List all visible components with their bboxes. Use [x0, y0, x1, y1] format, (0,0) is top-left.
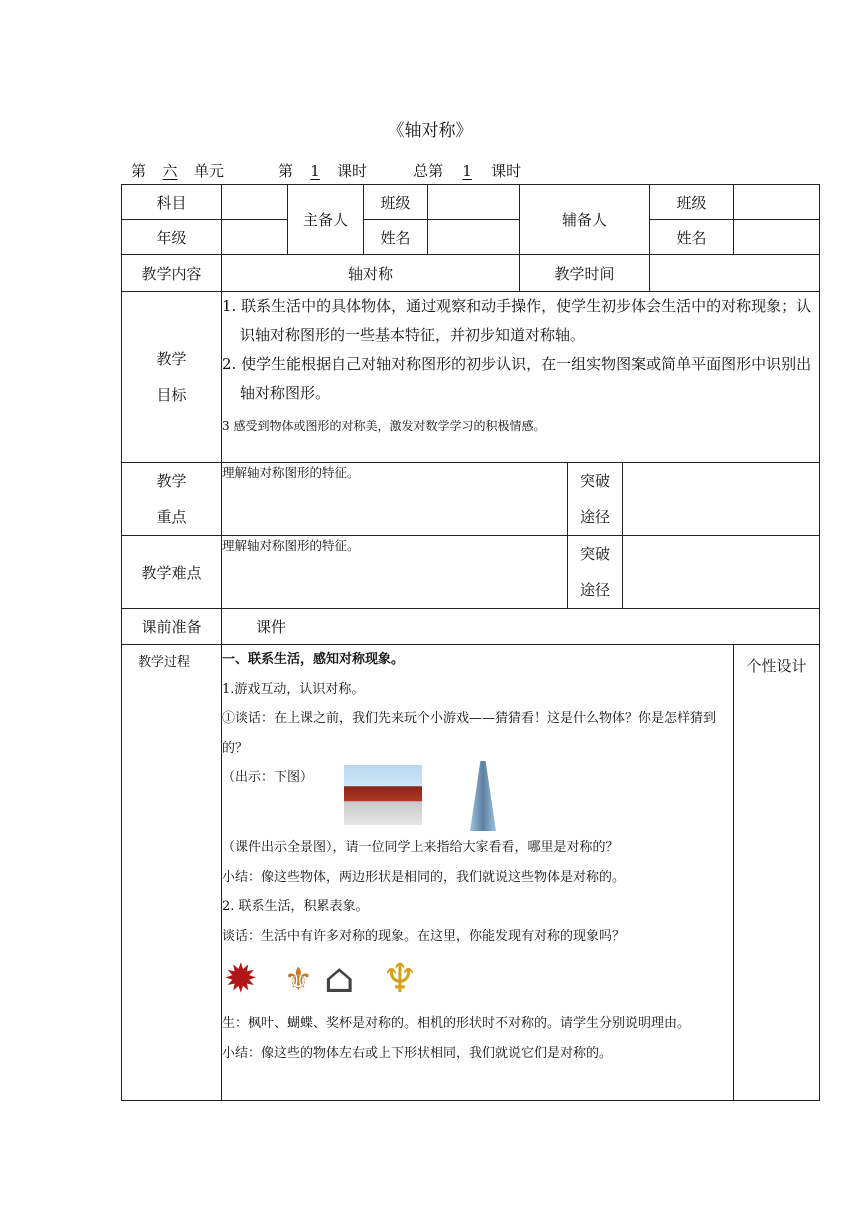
- process-cell: [222, 645, 734, 1101]
- header-text: 单元: [194, 162, 225, 180]
- maple-leaf-icon: ✹: [224, 956, 258, 1002]
- key-label-line: 教学: [156, 472, 187, 490]
- process-line: ①谈话：在上课之前，我们先来玩个小游戏——猜猜看！这是什么物体？你是怎样猜到的？: [222, 711, 717, 756]
- header-text: 总第: [413, 162, 444, 180]
- goal-item: 3 感受到物体或图形的对称美，激发对数学学习的积极情感。: [222, 419, 546, 433]
- process-label: 教学过程: [122, 645, 222, 1101]
- process-line: 生：枫叶、蝴蝶、奖杯是对称的。相机的形状时不对称的。请学生分别说明理由。: [222, 1016, 691, 1031]
- breakthrough-label-line: 途径: [579, 508, 610, 526]
- trophy-icon: ♆: [382, 956, 418, 1002]
- goals-cell: [222, 292, 820, 463]
- time-field[interactable]: [650, 255, 820, 292]
- class-field-2[interactable]: [734, 185, 820, 220]
- breakthrough-label: [568, 463, 623, 536]
- goal-item: 1. 联系生活中的具体物体，通过观察和动手操作，使学生初步体会生活中的对称现象；认识轴对称图形的一些基本特征，并初步知道对称轴。: [222, 297, 812, 344]
- header-text: 第: [131, 162, 147, 180]
- content-value: 轴对称: [222, 255, 520, 292]
- subject-label: 科目: [122, 185, 222, 220]
- name-label-2: 姓名: [650, 220, 734, 255]
- name-label: 姓名: [364, 220, 428, 255]
- lesson-plan-table: [121, 184, 820, 1101]
- process-line: （出示：下图）: [222, 770, 314, 785]
- key-label: [122, 463, 222, 536]
- name-field[interactable]: [428, 220, 520, 255]
- process-line: 2. 联系生活，积累表象。: [222, 899, 369, 914]
- personal-design-label: 个性设计: [734, 645, 820, 1101]
- breakthrough-label-line: 突破: [579, 472, 610, 490]
- lesson-header: [131, 160, 521, 181]
- process-line: 小结：像这些物体，两边形状是相同的，我们就说这些物体是对称的。: [222, 869, 626, 885]
- breakthrough-label-line: 途径: [579, 581, 610, 599]
- breakthrough-field-2[interactable]: [623, 536, 820, 609]
- unit-number: 六: [162, 162, 178, 180]
- preparation-value: 课件: [222, 609, 820, 645]
- assistant-label: 辅备人: [520, 185, 650, 255]
- total-lesson-number: 1: [462, 162, 472, 180]
- header-text: 课时: [491, 162, 522, 180]
- icons-row: [222, 951, 733, 1009]
- breakthrough-label-line: 突破: [579, 545, 610, 563]
- grade-field[interactable]: [222, 220, 288, 255]
- breakthrough-field[interactable]: [623, 463, 820, 536]
- goals-label-line: 目标: [156, 386, 187, 404]
- process-line: 小结：像这些的物体左右或上下形状相同，我们就说它们是对称的。: [222, 1045, 613, 1061]
- butterfly-icon: ⚜: [284, 960, 313, 998]
- picture-row: [222, 763, 733, 833]
- time-label: 教学时间: [520, 255, 650, 292]
- eiffel-tower-image: [470, 761, 496, 831]
- lesson-number: 1: [310, 162, 320, 180]
- class-field[interactable]: [428, 185, 520, 220]
- process-heading: 一、联系生活，感知对称现象。: [222, 652, 405, 667]
- difficulty-label: 教学难点: [122, 536, 222, 609]
- content-label: 教学内容: [122, 255, 222, 292]
- header-text: 课时: [337, 162, 368, 180]
- main-preparer-label: 主备人: [288, 185, 364, 255]
- class-label: 班级: [364, 185, 428, 220]
- process-line: 1.游戏互动，认识对称。: [222, 681, 365, 697]
- subject-field[interactable]: [222, 185, 288, 220]
- class-label-2: 班级: [650, 185, 734, 220]
- goals-label-line: 教学: [156, 350, 187, 368]
- breakthrough-label-2: [568, 536, 623, 609]
- document-title: 《轴对称》: [387, 121, 473, 141]
- key-point-text: 理解轴对称图形的特征。: [222, 463, 568, 536]
- process-line: 谈话：生活中有许多对称的现象。在这里，你能发现有对称的现象吗？: [222, 928, 626, 944]
- tiananmen-image: [344, 765, 422, 825]
- goals-label: [122, 292, 222, 463]
- header-text: 第: [278, 162, 294, 180]
- preparation-label: 课前准备: [122, 609, 222, 645]
- camera-icon: ⌂: [324, 956, 355, 1002]
- key-label-line: 重点: [156, 508, 187, 526]
- goal-item: 2. 使学生能根据自己对轴对称图形的初步认识，在一组实物图案或简单平面图形中识别出轴对称图形。: [222, 355, 812, 402]
- name-field-2[interactable]: [734, 220, 820, 255]
- process-line: （课件出示全景图），请一位同学上来指给大家看看，哪里是对称的？: [222, 840, 619, 855]
- difficulty-point-text: 理解轴对称图形的特征。: [222, 536, 568, 609]
- grade-label: 年级: [122, 220, 222, 255]
